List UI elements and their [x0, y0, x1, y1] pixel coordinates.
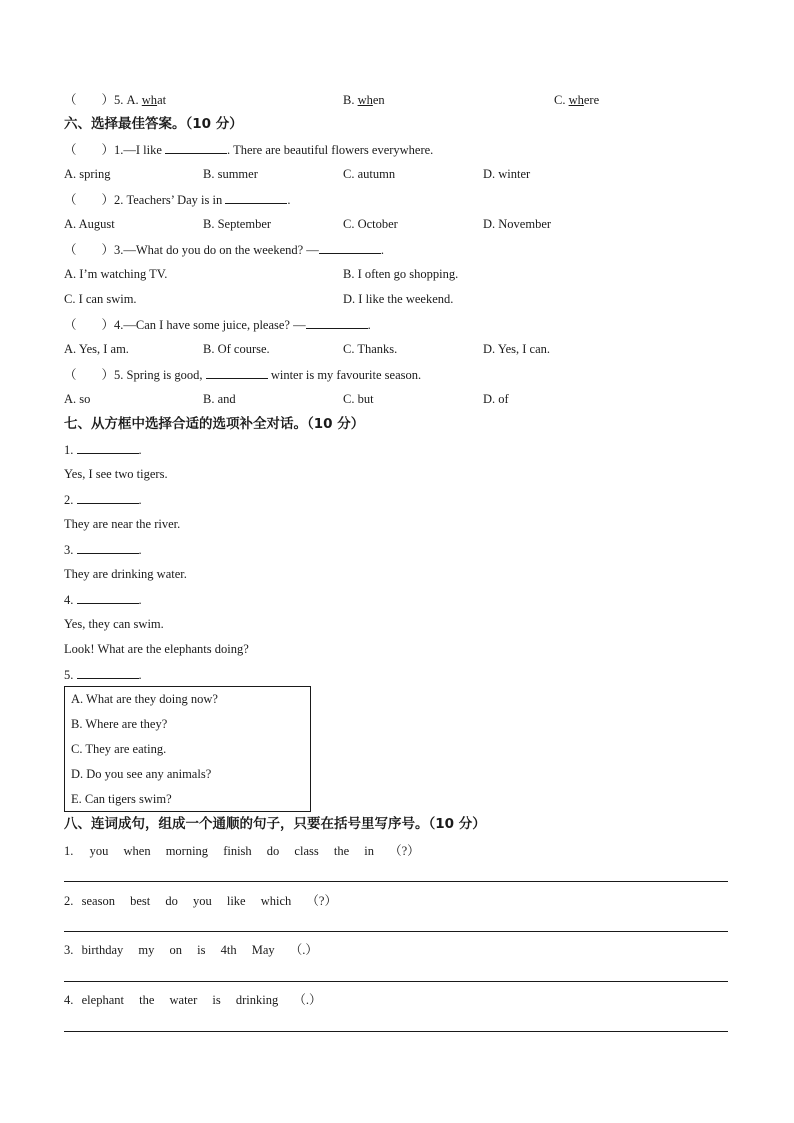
s7-line-5: 5. .	[64, 668, 142, 682]
s7-prompt-5: Look! What are the elephants doing?	[64, 642, 249, 656]
answer-line[interactable]	[64, 881, 728, 882]
box-option-d: D. Do you see any animals?	[71, 767, 212, 781]
q5-c-rest: ere	[583, 93, 600, 107]
s6-q1-option-b: B. summer	[203, 167, 258, 181]
s6-q2-option-b: B. September	[203, 217, 272, 231]
box-option-b: B. Where are they?	[71, 717, 168, 731]
s6-q3-stem: （ ）3.—What do you do on the weekend? —	[64, 243, 319, 257]
line-number: 2.	[64, 493, 74, 507]
word: you	[89, 844, 109, 858]
word: do	[266, 844, 280, 858]
s7-line-4: 4. .	[64, 593, 142, 607]
answer-line[interactable]	[64, 981, 728, 982]
s6-q3	[64, 241, 384, 258]
s6-q3-option-a: A. I’m watching TV.	[64, 267, 168, 281]
word: drinking	[235, 993, 279, 1007]
word: elephant	[81, 993, 124, 1007]
s7-line-3: 3. .	[64, 543, 142, 557]
s6-q5-option-a: A. so	[64, 392, 91, 406]
word: finish	[223, 844, 252, 858]
s6-q2-option-a: A. August	[64, 217, 115, 231]
word: class	[294, 844, 319, 858]
s6-q5-option-b: B. and	[203, 392, 236, 406]
section7-heading: 七、从方框中选择合适的选项补全对话。（10 分）	[64, 416, 365, 432]
box-option-a: A. What are they doing now?	[71, 692, 218, 706]
word: which	[260, 894, 292, 908]
word: the	[333, 844, 350, 858]
line-number: 4.	[64, 593, 74, 607]
word: like	[226, 894, 246, 908]
s7-line-2: 2. .	[64, 493, 142, 507]
s6-q4-stem: （ ）4.—Can I have some juice, please? —	[64, 318, 306, 332]
punctuation-hint: （.）	[289, 943, 318, 957]
s6-q5-option-d: D. of	[483, 392, 509, 406]
q5-c-underlined: wh	[568, 93, 584, 107]
s6-q2	[64, 191, 290, 208]
s6-q4-stem-end: .	[367, 318, 371, 332]
q5-c-label: C.	[554, 93, 566, 107]
word: on	[169, 943, 183, 957]
line-number: 3.	[64, 543, 74, 557]
q5-stem	[64, 92, 166, 108]
word: morning	[165, 844, 209, 858]
s6-q2-option-c: C. October	[343, 217, 398, 231]
s6-q3-option-b: B. I often go shopping.	[343, 267, 459, 281]
item-number: 2.	[64, 894, 74, 908]
s6-q1-option-d: D. winter	[483, 167, 531, 181]
word: best	[130, 894, 151, 908]
section8-heading: 八、连词成句，组成一个通顺的句子，只要在括号里写序号。（10 分）	[64, 816, 486, 832]
s6-q3-stem-end: .	[380, 243, 384, 257]
word: water	[169, 993, 198, 1007]
s6-q1-option-a: A. spring	[64, 167, 111, 181]
s6-q4-option-c: C. Thanks.	[343, 342, 398, 356]
answer-line[interactable]	[64, 931, 728, 932]
q5-option-b	[343, 92, 385, 108]
s7-reply-1: Yes, I see two tigers.	[64, 467, 168, 481]
s8-item-1	[64, 843, 420, 859]
s7-reply-2: They are near the river.	[64, 517, 181, 531]
answer-line[interactable]	[64, 1031, 728, 1032]
answer-blank[interactable]	[306, 316, 368, 329]
punctuation-hint: （?）	[389, 844, 420, 858]
item-number: 1.	[64, 844, 74, 858]
s6-q2-stem-end: .	[287, 193, 291, 207]
s6-q5-stem: （ ）5. Spring is good,	[64, 368, 203, 382]
word: the	[139, 993, 155, 1007]
s8-item-4	[64, 992, 321, 1008]
q5-b-underlined: wh	[357, 93, 373, 107]
q5-stem-text: （ ）5. A.	[64, 93, 139, 107]
word: is	[197, 943, 206, 957]
q5-b-label: B.	[343, 93, 355, 107]
q5-a-rest: at	[157, 93, 167, 107]
line-number: 1.	[64, 443, 74, 457]
word: you	[192, 894, 212, 908]
word: do	[165, 894, 178, 908]
word: 4th	[220, 943, 237, 957]
s6-q4-option-d: D. Yes, I can.	[483, 342, 551, 356]
s6-q3-option-d: D. I like the weekend.	[343, 292, 454, 306]
answer-blank[interactable]	[165, 141, 227, 154]
answer-blank[interactable]	[77, 441, 139, 454]
q5-b-rest: en	[372, 93, 385, 107]
s7-reply-4: Yes, they can swim.	[64, 617, 164, 631]
word: is	[212, 993, 221, 1007]
s6-q5-stem-end: winter is my favourite season.	[270, 368, 422, 382]
q5-option-a	[142, 93, 166, 107]
line-number: 5.	[64, 668, 74, 682]
item-number: 3.	[64, 943, 74, 957]
s6-q1-option-c: C. autumn	[343, 167, 396, 181]
word: my	[138, 943, 155, 957]
punctuation-hint: （.）	[293, 993, 322, 1007]
answer-blank[interactable]	[225, 191, 287, 204]
item-number: 4.	[64, 993, 74, 1007]
s8-item-2	[64, 893, 337, 909]
s7-line-1: 1. .	[64, 443, 142, 457]
answer-blank[interactable]	[319, 241, 381, 254]
answer-blank[interactable]	[77, 541, 139, 554]
s6-q1-stem-end: . There are beautiful flowers everywhere.	[227, 143, 434, 157]
s6-q4-option-b: B. Of course.	[203, 342, 270, 356]
answer-blank[interactable]	[206, 366, 268, 379]
word: when	[123, 844, 151, 858]
s8-item-3	[64, 942, 318, 958]
word: birthday	[81, 943, 124, 957]
section6-heading: 六、选择最佳答案。（10 分）	[64, 116, 243, 132]
s6-q1-stem: （ ）1.—I like	[64, 143, 162, 157]
q5-a-underlined: wh	[141, 93, 158, 107]
q5-option-c	[554, 92, 599, 108]
s6-q4-option-a: A. Yes, I am.	[64, 342, 129, 356]
s6-q4	[64, 316, 371, 333]
s6-q2-stem: （ ）2. Teachers’ Day is in	[64, 193, 223, 207]
box-option-c: C. They are eating.	[71, 742, 167, 756]
answer-blank[interactable]	[77, 591, 139, 604]
s6-q1	[64, 141, 433, 158]
answer-blank[interactable]	[77, 491, 139, 504]
word: in	[364, 844, 374, 858]
s6-q5	[64, 366, 421, 383]
s6-q3-option-c: C. I can swim.	[64, 292, 137, 306]
s6-q5-option-c: C. but	[343, 392, 374, 406]
s7-reply-3: They are drinking water.	[64, 567, 187, 581]
box-option-e: E. Can tigers swim?	[71, 792, 172, 806]
punctuation-hint: （?）	[306, 894, 337, 908]
s6-q2-option-d: D. November	[483, 217, 552, 231]
word: season	[81, 894, 115, 908]
word: May	[251, 943, 275, 957]
answer-blank[interactable]	[77, 666, 139, 679]
